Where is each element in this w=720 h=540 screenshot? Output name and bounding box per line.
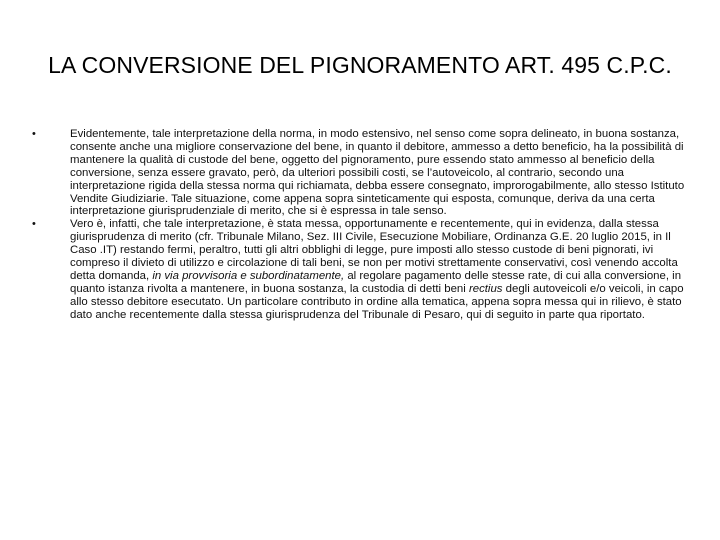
bullet-marker: • (32, 128, 36, 140)
bullet-text-2-part-1: Vero è, infatti, che tale interpretazione, è stata messa, opportunamente e recentemente, qui in evidenza, dalla stessa giurisprudenza di merito (cfr. Tribunale Milano, Sez. III Civile, Esecuzione Mobiliare, Ordinanza G.E. 20 luglio 2015, in Il Caso .IT) restando fermi, peraltro, tutti gli altri obblighi di legge, pure imposti allo stesso custode di beni pignorati, ivi compreso il divieto di utilizzo e circolazione di tali beni, se non per motivi strettamente conservativi, così venendo accolta detta domanda, (70, 218, 678, 282)
bullet-text-2-italic-1: in via provvisoria e subordinatamente, (152, 269, 345, 282)
bullet-item-2 (32, 218, 692, 321)
slide-title: LA CONVERSIONE DEL PIGNORAMENTO ART. 495 C.P.C. (48, 52, 672, 78)
bullet-text-2-part-3: degli autoveicoli e/o veicoli, in capo allo stesso debitore esecutato. Un particolare contributo in ordine alla tematica, appena sopra messa qui in rilievo, è stato dato anche recentemente dalla stessa giurisprudenza del Tribunale di Pesaro, qui di seguito in parte qua riportato. (70, 282, 684, 321)
bullet-text-2-italic-2: rectius (468, 282, 503, 295)
bullet-marker: • (32, 218, 36, 231)
bullet-list (32, 128, 692, 322)
bullet-text-2-part-2: al regolare pagamento delle stesse rate, di cui alla conversione, in quanto istanza rivolta a mantenere, in buona sostanza, la custodia di detti beni (70, 269, 682, 295)
bullet-item-1 (32, 128, 692, 218)
bullet-text-2 (70, 218, 684, 320)
bullet-text-1: Evidentemente, tale interpretazione della norma, in modo estensivo, nel senso come sopra delineato, in buona sostanza, consente anche una migliore conservazione del bene, in quanto il debitore, ammesso a detto beneficio, ha la possibilità di mantenere la qualità di custode del bene, oggetto del pignoramento, pure essendo stato ammesso al beneficio della conversione, senza essere gravato, però, da ulteriori possibili costi, se l’autoveicolo, al contrario, secondo una interpretazione rigida della stessa norma qui richiamata, debba essere consegnato, improrogabilmente, allo stesso Istituto Vendite Giudiziarie. Tale situazione, come appena sopra sinteticamente qui esposta, comunque, deriva da una certa interpretazione giurisprudenziale di merito, che si è espressa in tale senso. (70, 128, 685, 218)
